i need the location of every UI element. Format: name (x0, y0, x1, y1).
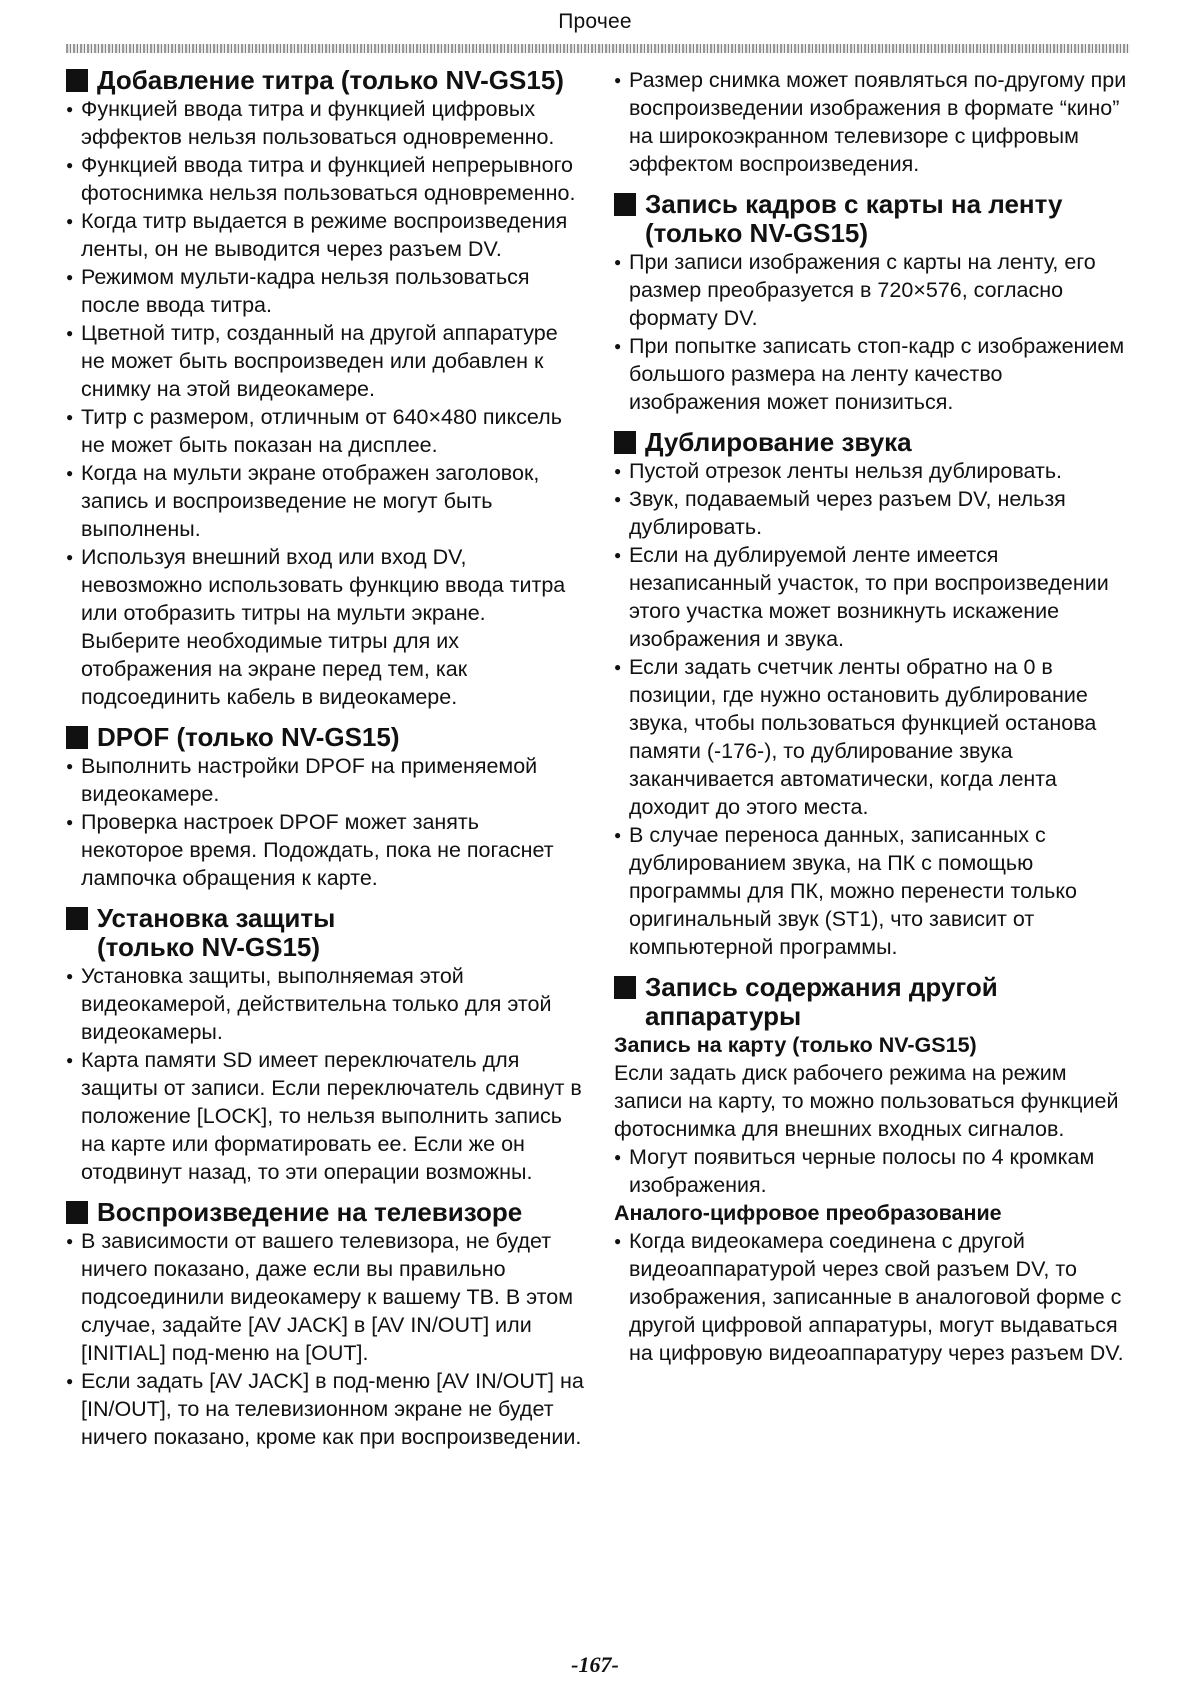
header-rule (66, 44, 1130, 53)
square-bullet-icon (66, 907, 88, 930)
bullet-list (66, 752, 586, 892)
bullet-list (66, 962, 586, 1186)
bullet-list (614, 1143, 1134, 1199)
square-bullet-icon (614, 976, 636, 999)
square-bullet-icon (614, 431, 636, 454)
bullet-list (66, 95, 586, 711)
square-bullet-icon (66, 69, 88, 92)
left-column (66, 66, 586, 1463)
square-bullet-icon (614, 193, 636, 216)
section-tv (66, 1198, 586, 1451)
list-item: ● Могут появиться черные полосы по 4 кромкам изображения. (614, 1143, 1134, 1199)
list-item: ● Титр с размером, отличным от 640×480 пиксель не может быть показан на дисплее. (66, 403, 586, 459)
section-dpof (66, 723, 586, 892)
list-item: ● Если задать счетчик ленты обратно на 0 в позиции, где нужно остановить дублирование звука, чтобы пользоваться функцией останова памяти (-176-), то дублирование звука заканчивается автоматически, когда лента доходит до этого места. (614, 653, 1134, 821)
section-heading: Установка защиты (только NV-GS15) (66, 904, 586, 962)
subheading-card-record: Запись на карту (только NV-GS15) (614, 1033, 977, 1057)
section-heading: Запись кадров с карты на ленту (только NV-GS15) (614, 190, 1134, 248)
list-item: ● При записи изображения с карты на ленту, его размер преобразуется в 720×576, согласно формату DV. (614, 248, 1134, 332)
list-item: ● Функцией ввода титра и функцией цифровых эффектов нельзя пользоваться одновременно. (66, 95, 586, 151)
square-bullet-icon (66, 1201, 88, 1224)
section-heading: Дублирование звука (614, 428, 1134, 457)
list-item: ● Карта памяти SD имеет переключатель для защиты от записи. Если переключатель сдвинут в положение [LOCK], то нельзя выполнить запись на карте или форматировать ее. Если же он отодвинут назад, то эти операции возможны. (66, 1046, 586, 1186)
section-heading: Добавление титра (только NV-GS15) (66, 66, 586, 95)
bullet-list (66, 1227, 586, 1451)
list-item: ● Используя внешний вход или вход DV, невозможно использовать функцию ввода титра или отобразить титры на мульти экране. Выберите необходимые титры для их отображения на экране перед тем, как подсоединить кабель в видеокамере. (66, 543, 586, 711)
section-dubbing (614, 428, 1134, 961)
list-item: ● Установка защиты, выполняемая этой видеокамерой, действительна только для этой видеокамеры. (66, 962, 586, 1046)
list-item: ● Цветной титр, созданный на другой аппаратуре не может быть воспроизведен или добавлен к снимку на этой видеокамере. (66, 319, 586, 403)
section-title-add (66, 66, 586, 711)
list-item: ● Звук, подаваемый через разъем DV, нельзя дублировать. (614, 485, 1134, 541)
list-item: ● В случае переноса данных, записанных с дублированием звука, на ПК с помощью программы для ПК, можно перенести только оригинальный звук (ST1), что зависит от компьютерной программы. (614, 821, 1134, 961)
list-item: ● Проверка настроек DPOF может занять некоторое время. Подождать, пока не погаснет лампочка обращения к карте. (66, 808, 586, 892)
paragraph: Если задать диск рабочего режима на режим записи на карту, то можно пользоваться функцией фотоснимка для внешних входных сигналов. (614, 1061, 1119, 1141)
list-item: ● Функцией ввода титра и функцией непрерывного фотоснимка нельзя пользоваться одновременно. (66, 151, 586, 207)
right-column (614, 66, 1134, 1379)
subheading-adc: Аналого-цифровое преобразование (614, 1201, 1002, 1225)
bullet-list (614, 248, 1134, 416)
list-item: ● Если на дублируемой ленте имеется незаписанный участок, то при воспроизведении этого участка может возникнуть искажение изображения и звука. (614, 541, 1134, 653)
page-number: -167- (571, 1652, 619, 1677)
list-item: ● При попытке записать стоп-кадр с изображением большого размера на ленту качество изображения может понизиться. (614, 332, 1134, 416)
list-item: ● Когда видеокамера соединена с другой видеоаппаратурой через свой разъем DV, то изображения, записанные в аналоговой форме с другой цифровой аппаратуры, могут выдаваться на цифровую видеоаппаратуру через разъем DV. (614, 1227, 1134, 1367)
section-heading: DPOF (только NV-GS15) (66, 723, 586, 752)
section-card-to-tape (614, 190, 1134, 416)
section-heading: Воспроизведение на телевизоре (66, 1198, 586, 1227)
list-item: ● Размер снимка может появляться по-другому при воспроизведении изображения в формате “кино” на широкоэкранном телевизоре с цифровым эффектом воспроизведения. (614, 66, 1134, 178)
list-item: ● Когда на мульти экране отображен заголовок, запись и воспроизведение не могут быть выполнены. (66, 459, 586, 543)
section-heading: Запись содержания другой аппаратуры (614, 973, 1134, 1031)
bullet-list (614, 1227, 1134, 1367)
list-item: ● Когда титр выдается в режиме воспроизведения ленты, он не выводится через разъем DV. (66, 207, 586, 263)
bullet-list (614, 66, 1134, 178)
page-header: Прочее (558, 10, 632, 33)
list-item: ● Если задать [AV JACK] в под-меню [AV IN/OUT] на [IN/OUT], то на телевизионном экране не будет ничего показано, кроме как при воспроизведении. (66, 1367, 586, 1451)
list-item: ● Выполнить настройки DPOF на применяемой видеокамере. (66, 752, 586, 808)
square-bullet-icon (66, 726, 88, 749)
list-item: ● В зависимости от вашего телевизора, не будет ничего показано, даже если вы правильно подсоединили видеокамеру к вашему ТВ. В этом случае, задайте [AV JACK] в [AV IN/OUT] или [INITIAL] под-меню на [OUT]. (66, 1227, 586, 1367)
list-item: ● Пустой отрезок ленты нельзя дублировать. (614, 457, 1134, 485)
bullet-list (614, 457, 1134, 961)
section-protect (66, 904, 586, 1186)
section-external (614, 973, 1134, 1367)
list-item: ● Режимом мульти-кадра нельзя пользоваться после ввода титра. (66, 263, 586, 319)
section-intro (614, 66, 1134, 178)
